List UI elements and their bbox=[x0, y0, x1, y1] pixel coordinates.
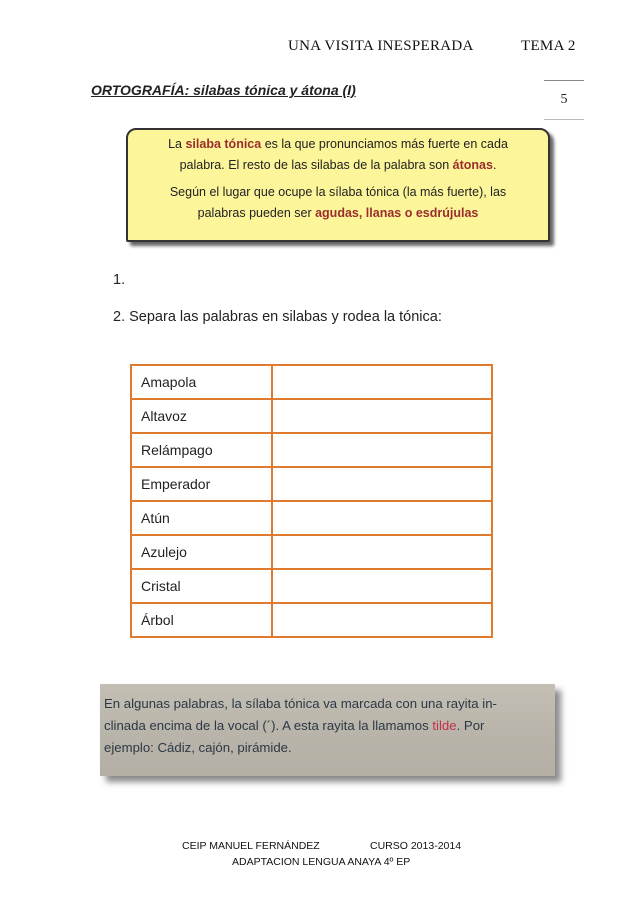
word-cell: Azulejo bbox=[131, 535, 272, 569]
rule-text: . bbox=[492, 158, 497, 172]
answer-cell[interactable] bbox=[272, 467, 492, 501]
rule-paragraph-1 bbox=[148, 134, 528, 176]
footer-school: CEIP MANUEL FERNÁNDEZ bbox=[182, 840, 320, 852]
photo-note-line: En algunas palabras, la sílaba tónica va marcada con una rayita in- bbox=[104, 696, 497, 711]
table-row bbox=[131, 467, 492, 501]
table-row bbox=[131, 603, 492, 637]
highlight-word-types: agudas, llanas o esdrújulas bbox=[315, 206, 479, 220]
section-title: ORTOGRAFÍA: silabas tónica y átona (I) bbox=[91, 82, 356, 98]
photo-note-line: ejemplo: Cádiz, cajón, pirámide. bbox=[104, 740, 292, 755]
table-row bbox=[131, 535, 492, 569]
highlight-silaba-tonica: silaba tónica bbox=[185, 137, 262, 151]
answer-cell[interactable] bbox=[272, 603, 492, 637]
rule-box bbox=[126, 128, 550, 242]
photo-note-line bbox=[104, 715, 549, 737]
highlight-atonas: átonas bbox=[452, 158, 493, 172]
rule-text: Según el lugar que ocupe la sílaba tónica (la más fuerte), las palabras pueden ser bbox=[169, 185, 507, 220]
word-cell: Relámpago bbox=[131, 433, 272, 467]
tilde-word: tilde bbox=[432, 718, 457, 733]
table-row bbox=[131, 433, 492, 467]
question-1: 1. bbox=[113, 272, 126, 288]
answer-cell[interactable] bbox=[272, 501, 492, 535]
question-2: 2. Separa las palabras en silabas y rodea la tónica: bbox=[113, 309, 442, 325]
answer-cell[interactable] bbox=[272, 569, 492, 603]
footer-course: CURSO 2013-2014 bbox=[370, 840, 462, 852]
theme-label: TEMA 2 bbox=[521, 38, 576, 54]
rule-text: es la que pronunciamos más fuerte en cada palabra. El resto de las silabas de la palabra son bbox=[179, 137, 508, 172]
table-row bbox=[131, 569, 492, 603]
footer-adaptation: ADAPTACION LENGUA ANAYA 4º EP bbox=[232, 856, 411, 868]
answer-cell[interactable] bbox=[272, 365, 492, 399]
textbook-photo-note bbox=[100, 684, 555, 776]
word-cell: Amapola bbox=[131, 365, 272, 399]
table-row bbox=[131, 399, 492, 433]
photo-note-text-part: . Por bbox=[456, 718, 485, 733]
syllable-table bbox=[130, 364, 493, 638]
answer-cell[interactable] bbox=[272, 535, 492, 569]
word-cell: Cristal bbox=[131, 569, 272, 603]
table-row bbox=[131, 501, 492, 535]
rule-text: La bbox=[168, 137, 186, 151]
answer-cell[interactable] bbox=[272, 433, 492, 467]
photo-note-text bbox=[104, 693, 549, 759]
page-number: 5 bbox=[560, 92, 568, 107]
page-number-box bbox=[544, 80, 584, 120]
photo-note-text-part: clinada encima de la vocal (´). A esta rayita la llamamos bbox=[104, 718, 433, 733]
word-cell: Árbol bbox=[131, 603, 272, 637]
word-cell: Altavoz bbox=[131, 399, 272, 433]
table-row bbox=[131, 365, 492, 399]
document-title: UNA VISITA INESPERADA bbox=[288, 38, 474, 54]
word-cell: Atún bbox=[131, 501, 272, 535]
word-cell: Emperador bbox=[131, 467, 272, 501]
answer-cell[interactable] bbox=[272, 399, 492, 433]
rule-paragraph-2 bbox=[148, 182, 528, 224]
